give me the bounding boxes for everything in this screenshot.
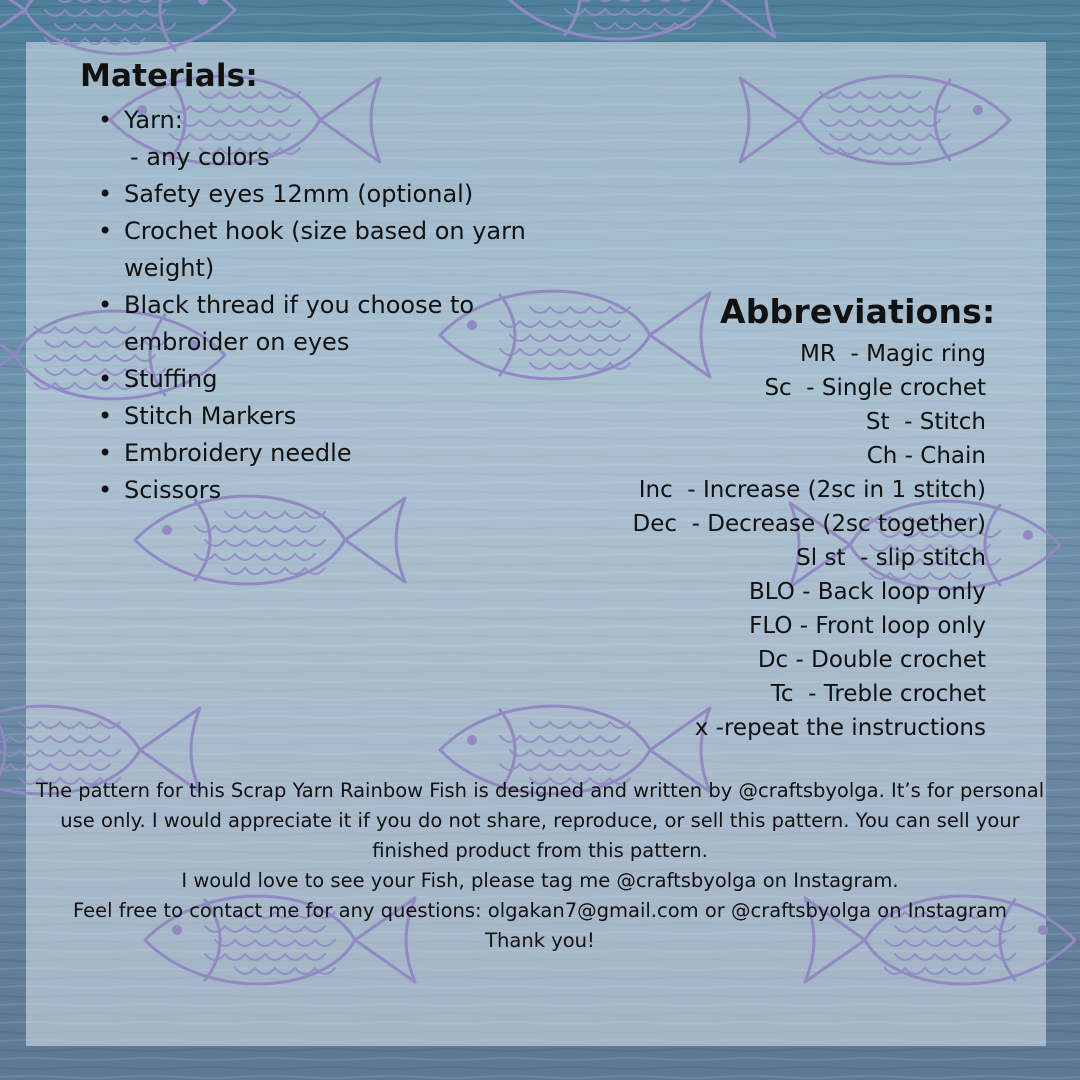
abbreviations-heading: Abbreviations: — [720, 292, 996, 331]
footer-notice — [30, 776, 1050, 956]
material-label: Stitch Markers — [124, 402, 297, 430]
material-label: Crochet hook (size based on yarn weight) — [124, 217, 526, 282]
abbreviation-item: Sl st - slip stitch — [796, 545, 986, 571]
abbreviation-item: Sc - Single crochet — [764, 375, 986, 401]
material-item — [98, 287, 568, 361]
material-item — [98, 361, 568, 398]
material-label: Scissors — [124, 476, 222, 504]
material-item — [98, 398, 568, 435]
footer-paragraph: The pattern for this Scrap Yarn Rainbow Fish is designed and written by @craftsbyolga. It’s for personal use only. I would appreciate it if you do not share, reproduce, or sell this pattern. You can sell your finished product from this pattern. — [35, 779, 1045, 862]
materials-heading: Materials: — [80, 58, 258, 94]
fish-outline-icon — [135, 496, 405, 584]
abbreviation-item: x -repeat the instructions — [694, 715, 986, 741]
material-label: Safety eyes 12mm (optional) — [124, 180, 474, 208]
material-item — [98, 213, 568, 287]
material-item — [98, 472, 568, 509]
fish-outline-icon — [505, 0, 775, 39]
footer-tag-line: I would love to see your Fish, please tag me @craftsbyolga on Instagram. — [181, 869, 899, 892]
abbreviation-item: FLO - Front loop only — [749, 613, 986, 639]
material-label: Stuffing — [124, 365, 218, 393]
footer-contact-line: Feel free to contact me for any questions: olgakan7@gmail.com or @craftsbyolga on Instagram — [73, 899, 1007, 922]
material-label: Black thread if you choose to embroider on eyes — [124, 291, 475, 356]
fish-outline-icon — [0, 0, 235, 54]
abbreviation-item: St - Stitch — [865, 409, 986, 435]
abbreviation-item: Dec - Decrease (2sc together) — [632, 511, 986, 537]
material-label: Yarn: — [124, 106, 183, 134]
abbreviation-item: Dc - Double crochet — [757, 647, 986, 673]
materials-list — [98, 102, 568, 509]
footer-thanks: Thank you! — [485, 929, 595, 952]
fish-outline-icon — [740, 76, 1010, 164]
material-item — [98, 176, 568, 213]
abbreviation-item: Inc - Increase (2sc in 1 stitch) — [638, 477, 986, 503]
abbreviation-item: Ch - Chain — [866, 443, 986, 469]
abbreviation-item: BLO - Back loop only — [748, 579, 986, 605]
abbreviation-item: Tc - Treble crochet — [770, 681, 986, 707]
abbreviations-list — [633, 337, 986, 745]
material-item — [98, 102, 568, 176]
material-label: Embroidery needle — [124, 439, 352, 467]
material-item — [98, 435, 568, 472]
abbreviation-item: MR - Magic ring — [800, 341, 986, 367]
material-sub-label: - any colors — [130, 143, 270, 171]
